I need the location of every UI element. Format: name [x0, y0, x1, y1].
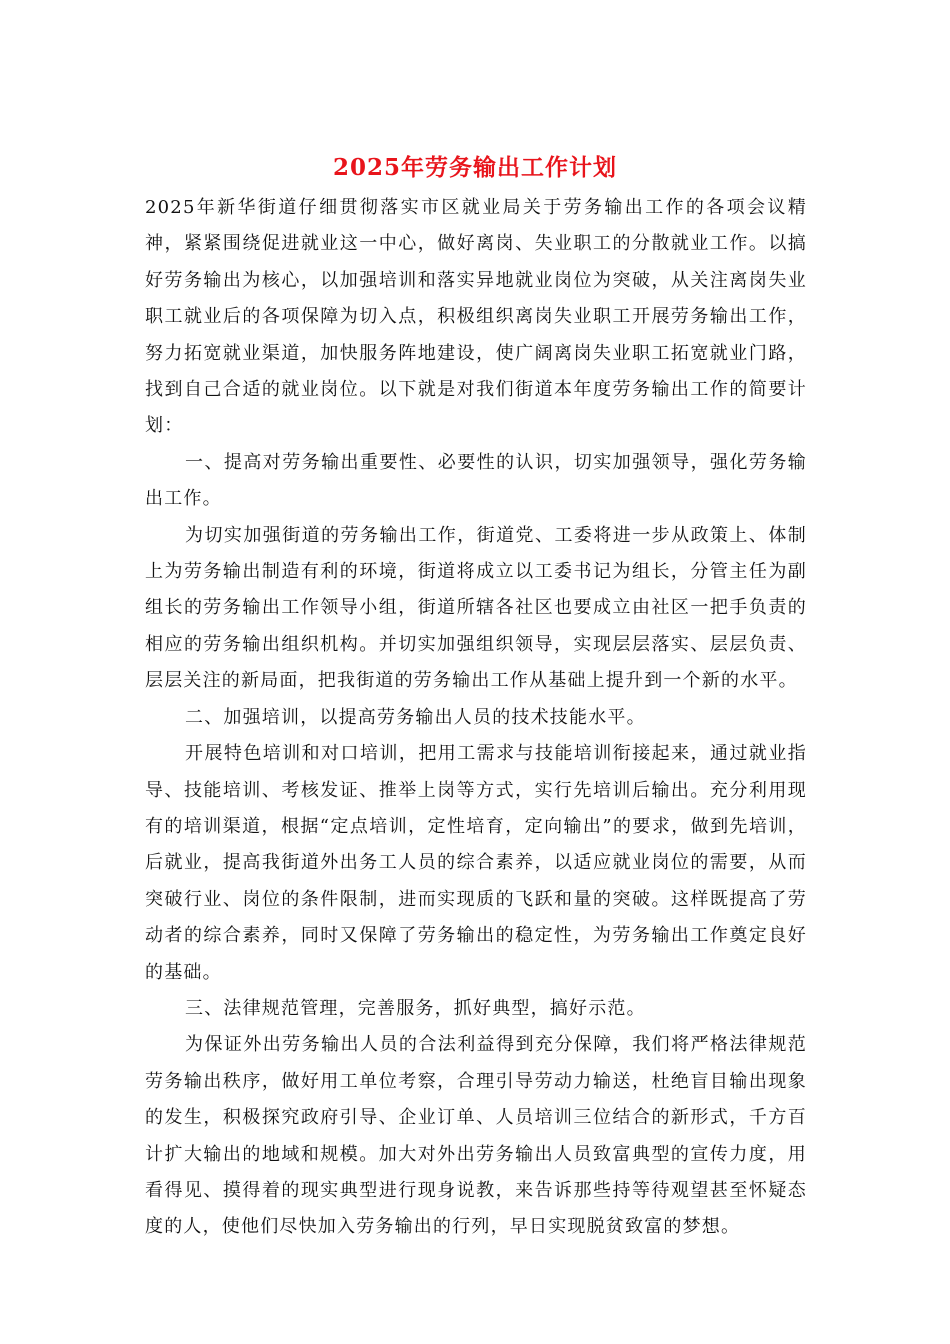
section-heading-1: 一、提高对劳务输出重要性、必要性的认识，切实加强领导，强化劳务输出工作。: [145, 451, 807, 510]
section-heading-2: 二、加强培训，以提高劳务输出人员的技术技能水平。: [185, 706, 646, 728]
paragraph-section-1: 为切实加强街道的劳务输出工作，街道党、工委将进一步从政策上、体制上为劳务输出制造有利的环境，街道将成立以工委书记为组长，分管主任为副组长的劳务输出工作领导小组，街道所辖各社区也要成立由社区一把手负责的相应的劳务输出组织机构。并切实加强组织领导，实现层层落实、层层负责、层层关注的新局面，把我街道的劳务输出工作从基础上提升到一个新的水平。: [145, 524, 807, 692]
paragraph-intro: 2025年新华街道仔细贯彻落实市区就业局关于劳务输出工作的各项会议精神，紧紧围绕促进就业这一中心，做好离岗、失业职工的分散就业工作。以搞好劳务输出为核心，以加强培训和落实异地就业岗位为突破，从关注离岗失业职工就业后的各项保障为切入点，积极组织离岗失业职工开展劳务输出工作，努力拓宽就业渠道，加快服务阵地建设，使广阔离岗失业职工拓宽就业门路，找到自己合适的就业岗位。以下就是对我们街道本年度劳务输出工作的简要计划：: [145, 197, 807, 437]
document-title: 2025年劳务输出工作计划: [332, 154, 617, 181]
section-heading-3: 三、法律规范管理，完善服务，抓好典型，搞好示范。: [185, 997, 646, 1019]
document-body: [145, 190, 807, 1246]
paragraph-section-2: 开展特色培训和对口培训，把用工需求与技能培训衔接起来，通过就业指导、技能培训、考核发证、推举上岗等方式，实行先培训后输出。充分利用现有的培训渠道，根据“定点培训，定性培育，定向输出”的要求，做到先培训，后就业，提高我街道外出务工人员的综合素养，以适应就业岗位的需要，从而突破行业、岗位的条件限制，进而实现质的飞跃和量的突破。这样既提高了劳动者的综合素养，同时又保障了劳务输出的稳定性，为劳务输出工作奠定良好的基础。: [145, 743, 807, 983]
paragraph-section-3: 为保证外出劳务输出人员的合法利益得到充分保障，我们将严格法律规范劳务输出秩序，做好用工单位考察，合理引导劳动力输送，杜绝盲目输出现象的发生，积极探究政府引导、企业订单、人员培训三位结合的新形式，千方百计扩大输出的地域和规模。加大对外出劳务输出人员致富典型的宣传力度，用看得见、摸得着的现实典型进行现身说教，来告诉那些持等待观望甚至怀疑态度的人，使他们尽快加入劳务输出的行列，早日实现脱贫致富的梦想。: [145, 1034, 807, 1238]
